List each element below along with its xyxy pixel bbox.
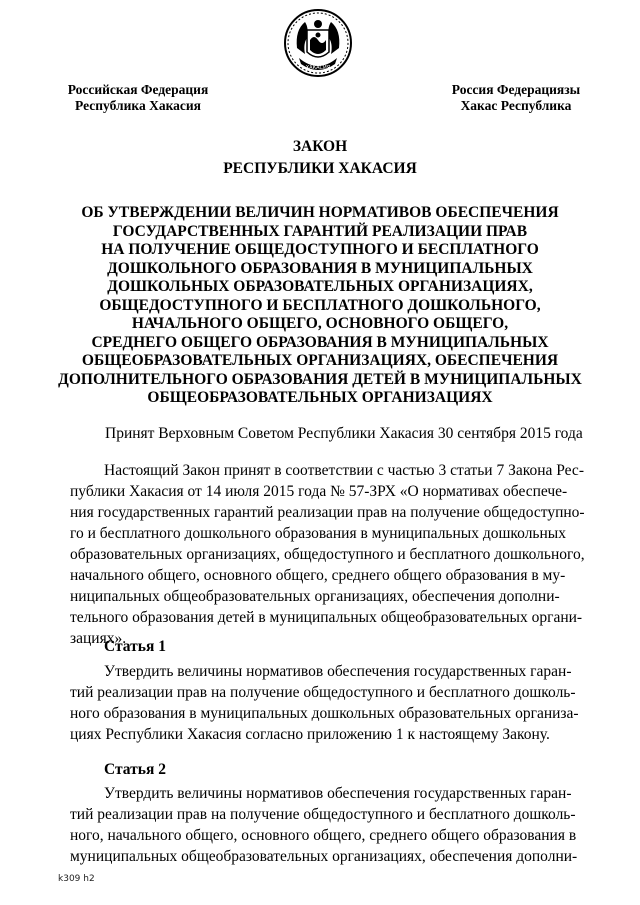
article-1-line: ного образования в муниципальных дошкольных образовательных организа- (70, 705, 579, 722)
header-left-republic: Республика Хакасия (75, 98, 201, 113)
document-title-line: ДОПОЛНИТЕЛЬНОГО ОБРАЗОВАНИЯ ДЕТЕЙ В МУНИЦИПАЛЬНЫХ (58, 370, 582, 388)
preamble-line: ния государственных гарантий реализации прав на получение общедоступно- (70, 504, 585, 521)
document-title-line: ОБЩЕДОСТУПНОГО И БЕСПЛАТНОГО ДОШКОЛЬНОГО, (99, 296, 541, 314)
header-right-country: Россия Федерациязы (451, 82, 581, 97)
coat-of-arms-icon (283, 8, 353, 78)
document-title-line: ДОШКОЛЬНЫХ ОБРАЗОВАТЕЛЬНЫХ ОРГАНИЗАЦИЯХ, (107, 278, 533, 295)
article-1-line: Утвердить величины нормативов обеспечения государственных гаран- (104, 663, 572, 680)
header-left-country: Российская Федерация (67, 82, 209, 97)
header-right-block (432, 82, 600, 114)
article-1-heading: Статья 1 (104, 638, 166, 655)
preamble-line: ниципальных общеобразовательных организациях, обеспечения дополни- (70, 588, 560, 605)
article-2-line: тий реализации прав на получение общедоступного и бесплатного дошколь- (70, 806, 576, 823)
preamble-line: зациях». (70, 630, 127, 647)
svg-text:ХАКАСИЯ: ХАКАСИЯ (305, 65, 331, 71)
document-code: k309 h2 (58, 874, 95, 884)
law-title: ЗАКОН (292, 138, 348, 155)
preamble-line: Настоящий Закон принят в соответствии с частью 3 статьи 7 Закона Рес- (104, 462, 584, 479)
article-1-line: тий реализации прав на получение общедоступного и бесплатного дошколь- (70, 684, 576, 701)
preamble-line: го и бесплатного дошкольного образования в муниципальных дошкольных (70, 525, 566, 542)
document-title-line: НА ПОЛУЧЕНИЕ ОБЩЕДОСТУПНОГО И БЕСПЛАТНОГО (101, 241, 539, 258)
header-left-block (54, 82, 222, 114)
document-title-line: ОБЩЕОБРАЗОВАТЕЛЬНЫХ ОРГАНИЗАЦИЯХ (147, 389, 493, 406)
article-2-line: Утвердить величины нормативов обеспечения государственных гаран- (104, 785, 572, 802)
document-title-line: ДОШКОЛЬНОГО ОБРАЗОВАНИЯ В МУНИЦИПАЛЬНЫХ (107, 259, 533, 277)
document-title-line: ОБЩЕОБРАЗОВАТЕЛЬНЫХ ОРГАНИЗАЦИЯХ, ОБЕСПЕЧЕНИЯ (81, 352, 559, 369)
preamble-line: образовательных организациях, общедоступного и бесплатного дошкольного, (70, 546, 585, 563)
article-1-line: циях Республики Хакасия согласно приложению 1 к настоящему Закону. (70, 726, 550, 743)
document-title-line: СРЕДНЕГО ОБЩЕГО ОБРАЗОВАНИЯ В МУНИЦИПАЛЬНЫХ (91, 333, 549, 351)
article-2-text (70, 783, 608, 867)
article-2-heading: Статья 2 (104, 761, 166, 778)
preamble-line: публики Хакасия от 14 июля 2015 года № 57-ЗРХ «О нормативах обеспече- (70, 483, 568, 500)
document-title (40, 204, 600, 408)
article-1-text (70, 661, 608, 745)
header-right-republic: Хакас Республика (460, 98, 572, 113)
document-title-line: ГОСУДАРСТВЕННЫХ ГАРАНТИЙ РЕАЛИЗАЦИИ ПРАВ (112, 222, 528, 240)
adoption-statement: Принят Верховным Советом Республики Хакасия 30 сентября 2015 года (105, 425, 583, 442)
article-2-line: ного, начального общего, основного общего, среднего общего образования в (70, 827, 577, 844)
document-title-line: НАЧАЛЬНОГО ОБЩЕГО, ОСНОВНОГО ОБЩЕГО, (131, 315, 509, 332)
law-issuer: РЕСПУБЛИКИ ХАКАСИЯ (223, 160, 417, 177)
preamble-paragraph (70, 460, 608, 649)
preamble-line: тельного образования детей в муниципальных общеобразовательных органи- (70, 609, 583, 626)
preamble-line: начального общего, основного общего, среднего общего образования в му- (70, 567, 566, 584)
article-2-line: муниципальных общеобразовательных организациях, обеспечения дополни- (70, 848, 578, 865)
document-title-line: ОБ УТВЕРЖДЕНИИ ВЕЛИЧИН НОРМАТИВОВ ОБЕСПЕЧЕНИЯ (81, 204, 559, 221)
